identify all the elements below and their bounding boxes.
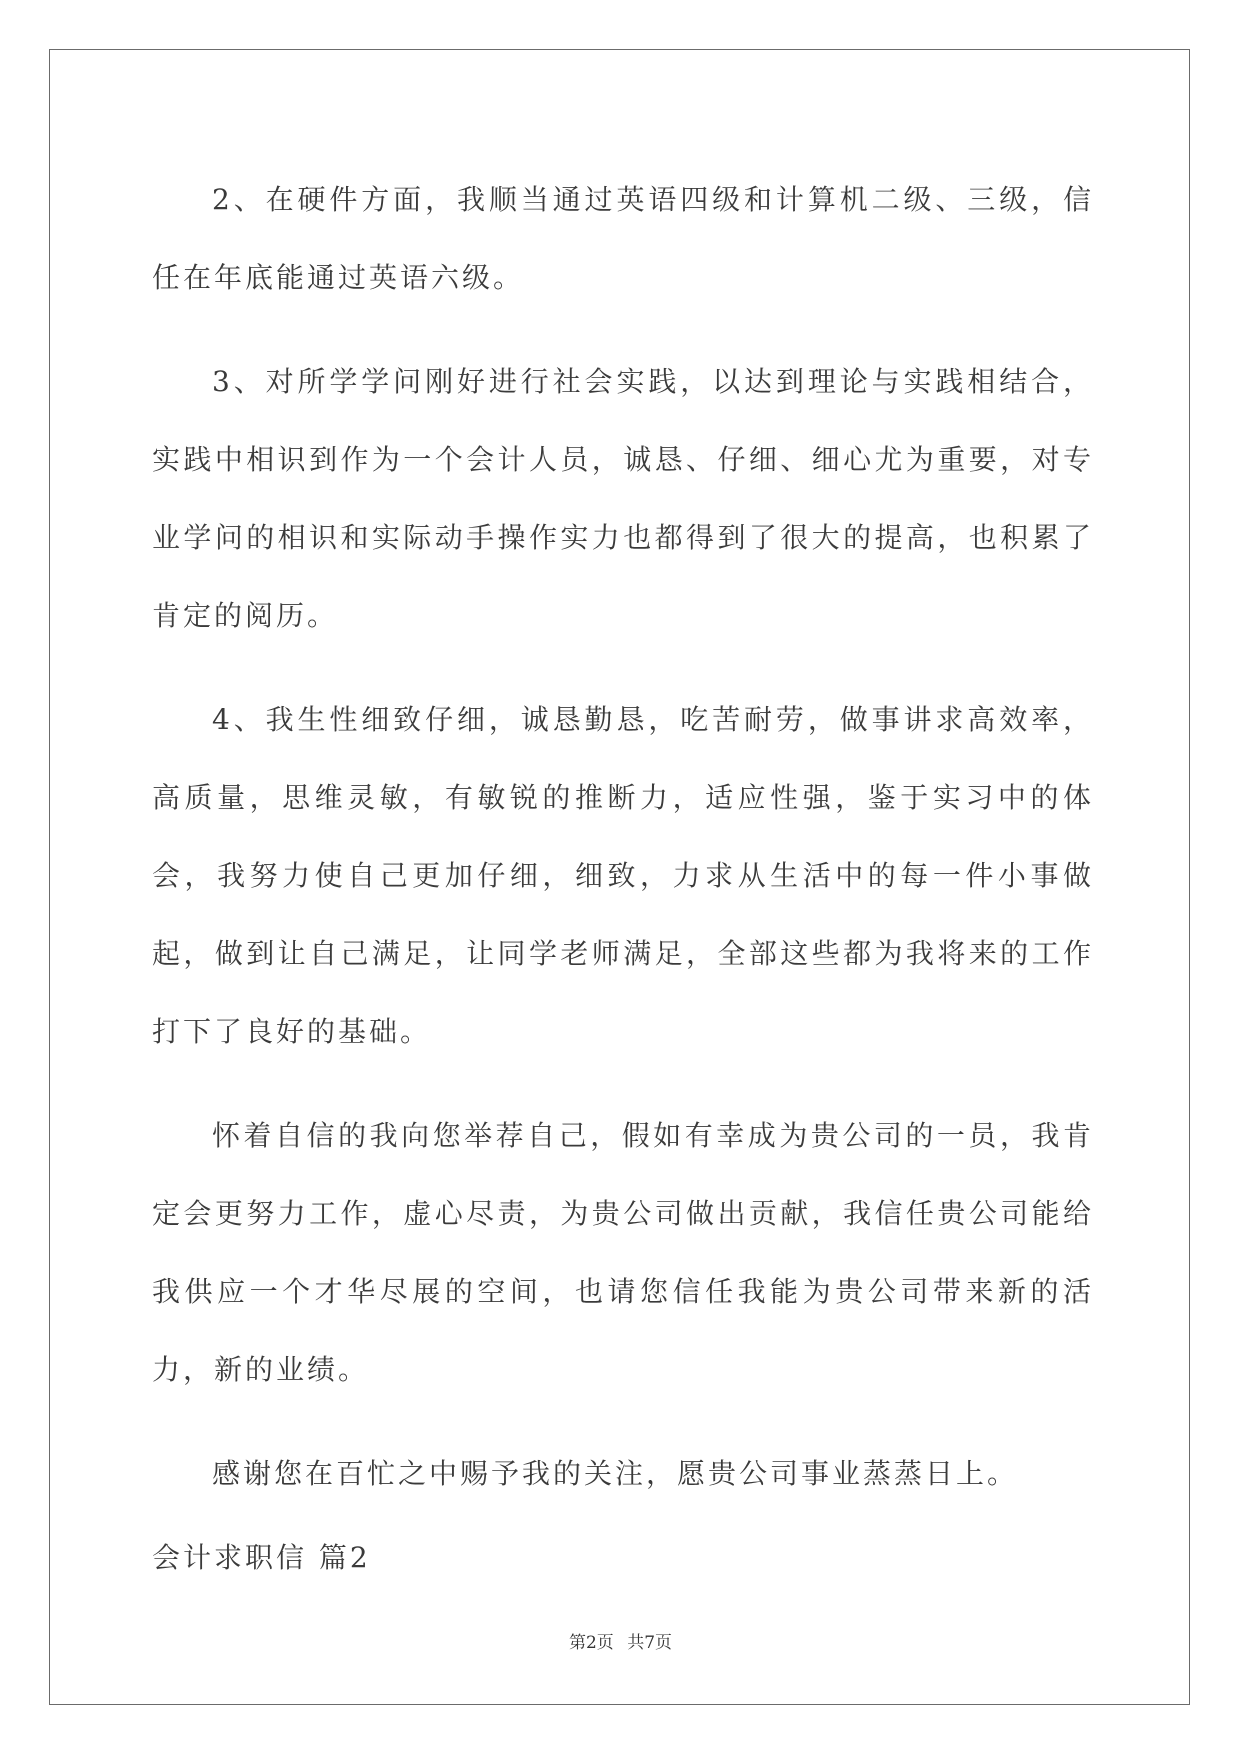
page-footer: 第2页 共7页 — [568, 1633, 673, 1653]
paragraph-thanks: 感谢您在百忙之中赐予我的关注，愿贵公司事业蒸蒸日上。 — [212, 1457, 1019, 1490]
paragraph-hardware: 2、在硬件方面，我顺当通过英语四级和计算机二级、三级，信任在年底能通过英语六级。 — [152, 183, 1094, 294]
paragraph-practice: 3、对所学学问刚好进行社会实践，以达到理论与实践相结合，实践中相识到作为一个会计人员，诚恳、仔细、细心尤为重要，对专业学问的相识和实际动手操作实力也都得到了很大的提高，也积累了肯定的阅历。 — [152, 365, 1094, 632]
paragraph-personality: 4、我生性细致仔细，诚恳勤恳，吃苦耐劳，做事讲求高效率，高质量，思维灵敏，有敏锐的推断力，适应性强，鉴于实习中的体会，我努力使自己更加仔细，细致，力求从生活中的每一件小事做起，做到让自己满足，让同学老师满足，全部这些都为我将来的工作打下了良好的基础。 — [152, 703, 1094, 1048]
section-heading: 会计求职信 篇2 — [152, 1541, 371, 1574]
paragraph-recommendation: 怀着自信的我向您举荐自己，假如有幸成为贵公司的一员，我肯定会更努力工作，虚心尽责，为贵公司做出贡献，我信任贵公司能给我供应一个才华尽展的空间，也请您信任我能为贵公司带来新的活力，新的业绩。 — [152, 1119, 1094, 1386]
document-body — [152, 161, 1094, 1597]
